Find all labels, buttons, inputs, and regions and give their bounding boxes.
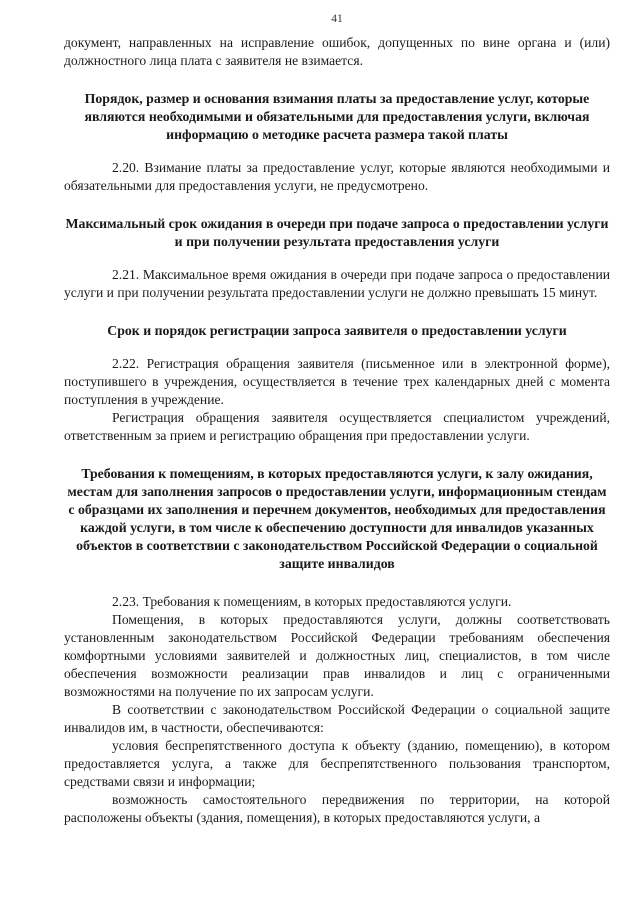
section-heading-registration: Срок и порядок регистрации запроса заявителя о предоставлении услуги — [107, 323, 567, 338]
paragraph-disability-law: В соответствии с законодательством Российской Федерации о социальной защите инвалидов им, в частности, обеспечиваются: — [64, 702, 610, 735]
section-heading-queue-time: Максимальный срок ожидания в очереди при подаче запроса о предоставлении услуги и при получении результата предоставления услуги — [65, 216, 609, 249]
paragraph-2-21: 2.21. Максимальное время ожидания в очереди при подаче запроса о предоставлении услуги и при получении результата предоставлении услуги не должно превышать 15 минут. — [64, 267, 610, 300]
paragraph-premises: Помещения, в которых предоставляются услуги, должны соответствовать установленным законодательством Российской Федерации требованиям обеспечения комфортными условиями заявителей и должностных лиц, специалистов, в том числе обеспечения возможности реализации прав инвалидов и лиц с ограниченными возможностями на получение по их запросам услуги. — [64, 612, 610, 699]
paragraph-2-20: 2.20. Взимание платы за предоставление услуг, которые являются необходимыми и обязательными для предоставления услуги, не предусмотрено. — [64, 160, 610, 193]
page-number: 41 — [331, 13, 343, 25]
section-heading-fee: Порядок, размер и основания взимания платы за предоставление услуг, которые являются необходимыми и обязательными для предоставления услуги, включая информацию о методике расчета размера такой платы — [84, 91, 590, 142]
paragraph-movement: возможность самостоятельного передвижения по территории, на которой расположены объекты (здания, помещения), в которых предоставляются услуги, а — [64, 792, 610, 825]
paragraph-access-conditions: условия беспрепятственного доступа к объекту (зданию, помещению), в котором предоставляется услуга, а также для беспрепятственного пользования транспортом, средствами связи и информации; — [64, 738, 610, 789]
paragraph-continuation: документ, направленных на исправление ошибок, допущенных по вине органа и (или) должностного лица плата с заявителя не взимается. — [64, 35, 610, 68]
paragraph-2-22: 2.22. Регистрация обращения заявителя (письменное или в электронной форме), поступившего в учреждения, осуществляется в течение трех календарных дней с момента поступления в учреждение. — [64, 356, 610, 407]
paragraph-registration-specialist: Регистрация обращения заявителя осуществляется специалистом учреждений, ответственным за прием и регистрацию обращения при предоставлении услуги. — [64, 410, 610, 443]
section-heading-premises: Требования к помещениям, в которых предоставляются услуги, к залу ожидания, местам для заполнения запросов о предоставлении услуги, информационным стендам с образцами их заполнения и перечнем документов, необходимых для предоставления каждой услуги, в том числе к обеспечению доступности для инвалидов указанных объектов в соответствии с законодательством Российской Федерации о социальной защите инвалидов — [67, 466, 607, 571]
paragraph-2-23: 2.23. Требования к помещениям, в которых предоставляются услуги. — [112, 594, 512, 609]
